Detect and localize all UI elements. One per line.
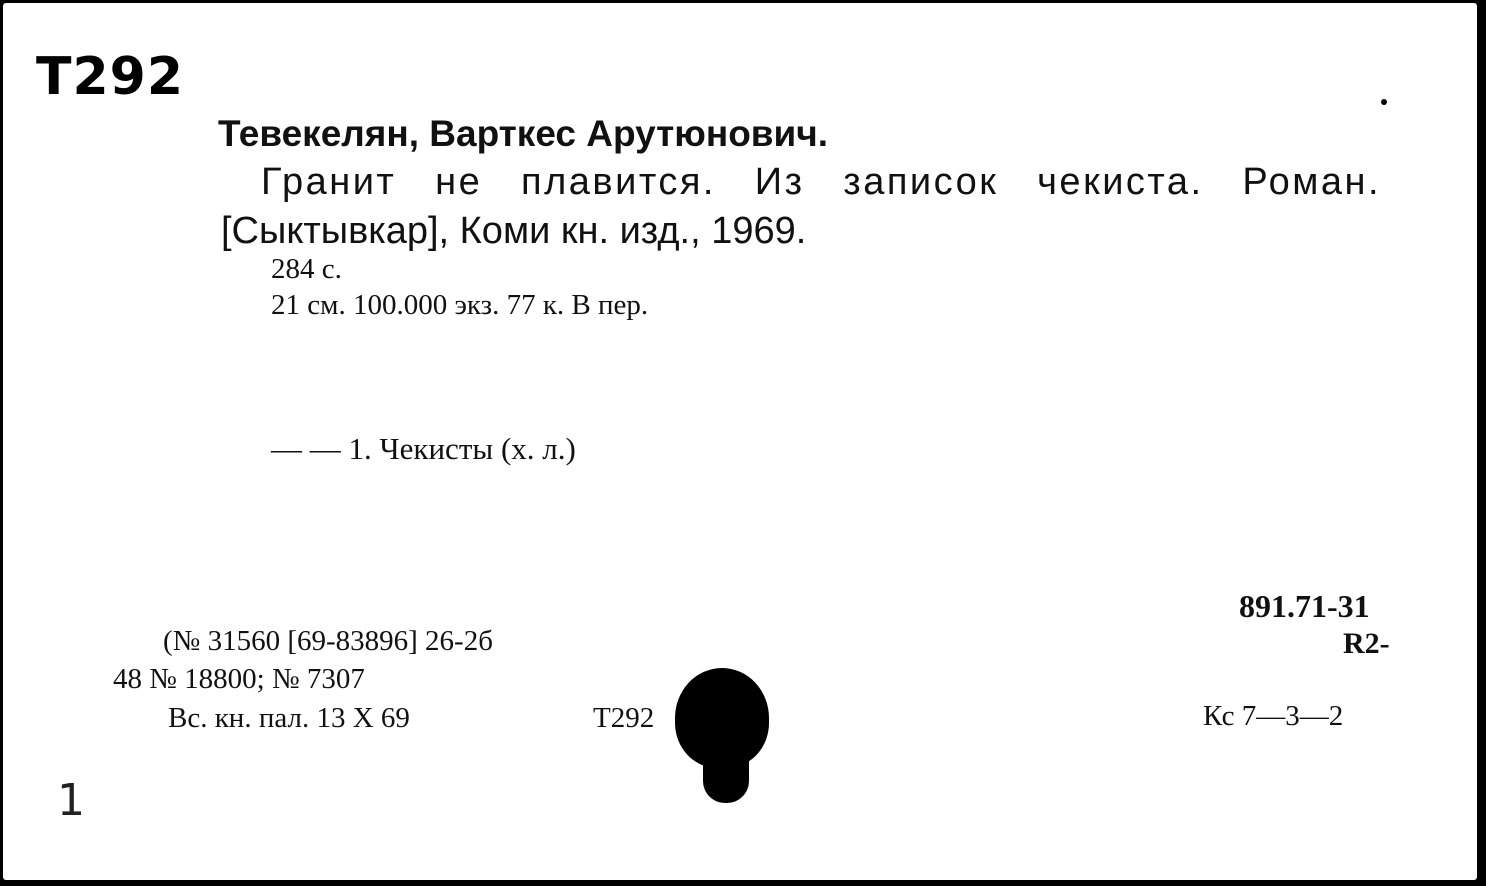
title-line-2: [Сыктывкар], Коми кн. изд., 1969. [221, 210, 807, 252]
author-heading: Тевекелян, Варткес Арутюнович. [218, 113, 829, 154]
pages-count: 284 с. [271, 253, 342, 285]
subject-heading: — — 1. Чекисты (х. л.) [271, 431, 576, 466]
kc-code: Кс 7—3—2 [1203, 700, 1344, 732]
call-number-bottom: T292 [593, 702, 655, 734]
handwritten-mark: 1 [57, 775, 85, 826]
classification-code: 891.71-31 [1239, 588, 1370, 624]
catalog-number: (№ 31560 [69-83896] 26-2б [163, 625, 493, 657]
catalog-card [3, 3, 1477, 880]
handwritten-call-number: T292 [36, 47, 185, 107]
order-numbers: 48 № 18800; № 7307 [113, 663, 365, 695]
classification-sub: R2- [1343, 627, 1390, 660]
book-chamber-note: Вс. кн. пал. 13 X 69 [168, 702, 410, 734]
punch-hole-tail [703, 748, 749, 803]
physical-description: 21 см. 100.000 экз. 77 к. В пер. [271, 289, 649, 321]
ink-dot [1381, 99, 1387, 105]
title-line-1: Гранит не плавится. Из записок чекиста. Роман. [261, 161, 1381, 203]
